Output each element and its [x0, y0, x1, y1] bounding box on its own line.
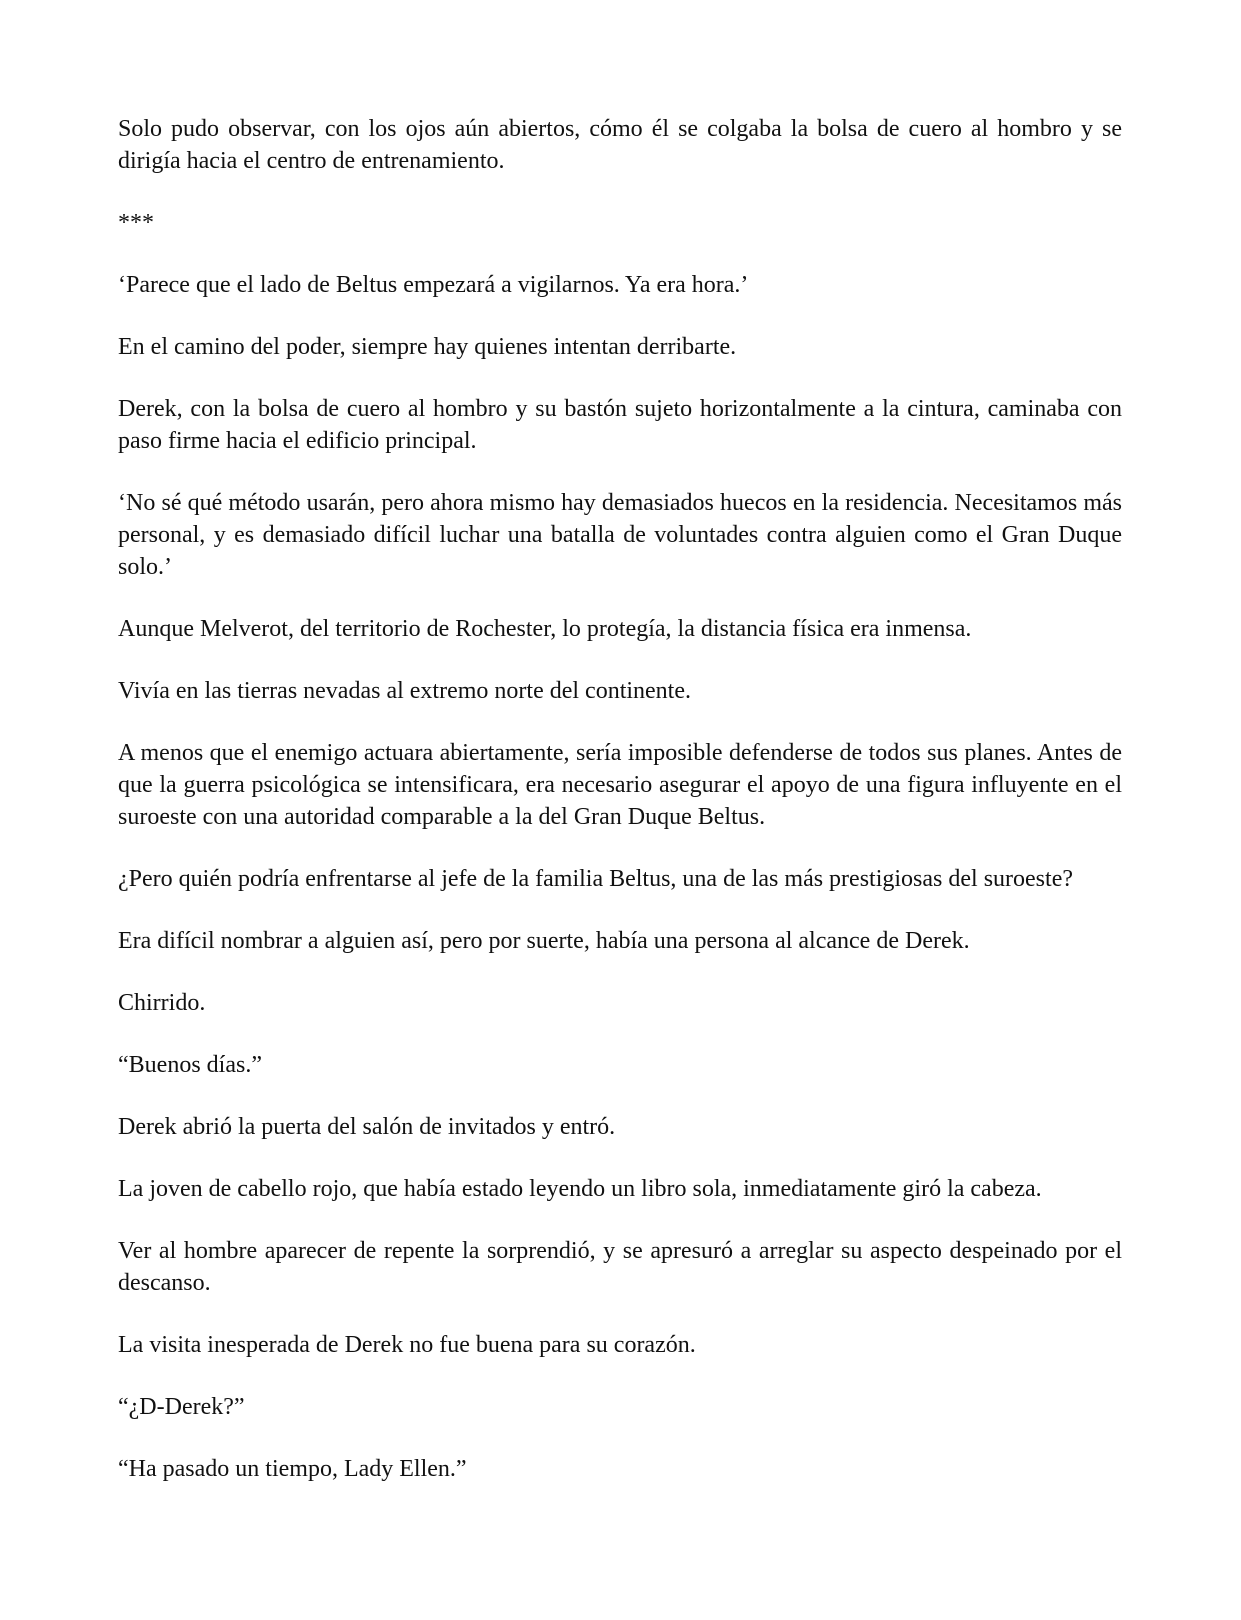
paragraph: “¿D-Derek?”	[118, 1394, 245, 1420]
scene-break: ***	[118, 210, 154, 236]
paragraph: La visita inesperada de Derek no fue buena para su corazón.	[118, 1332, 696, 1358]
document-body	[118, 113, 1122, 1485]
paragraph: En el camino del poder, siempre hay quienes intentan derribarte.	[118, 334, 737, 360]
paragraph: ‘No sé qué método usarán, pero ahora mismo hay demasiados huecos en la residencia. Necesitamos más personal, y es demasiado difícil luchar una batalla de voluntades contra alguien como el Gran Duque solo.’	[118, 490, 1122, 580]
paragraph: ‘Parece que el lado de Beltus empezará a vigilarnos. Ya era hora.’	[118, 272, 749, 298]
paragraph: “Ha pasado un tiempo, Lady Ellen.”	[118, 1456, 467, 1482]
paragraph: Derek, con la bolsa de cuero al hombro y su bastón sujeto horizontalmente a la cintura, caminaba con paso firme hacia el edificio principal.	[118, 396, 1122, 454]
paragraph: Derek abrió la puerta del salón de invitados y entró.	[118, 1114, 616, 1140]
paragraph: Aunque Melverot, del territorio de Rochester, lo protegía, la distancia física era inmensa.	[118, 616, 972, 642]
paragraph: Vivía en las tierras nevadas al extremo norte del continente.	[118, 678, 691, 704]
paragraph: La joven de cabello rojo, que había estado leyendo un libro sola, inmediatamente giró la cabeza.	[118, 1176, 1042, 1202]
paragraph: Era difícil nombrar a alguien así, pero por suerte, había una persona al alcance de Derek.	[118, 928, 970, 954]
paragraph: A menos que el enemigo actuara abiertamente, sería imposible defenderse de todos sus planes. Antes de que la guerra psicológica se intensificara, era necesario asegurar el apoyo de una figura influyente en el suroeste con una autoridad comparable a la del Gran Duque Beltus.	[118, 740, 1122, 830]
paragraph: Ver al hombre aparecer de repente la sorprendió, y se apresuró a arreglar su aspecto despeinado por el descanso.	[118, 1238, 1122, 1296]
paragraph: Chirrido.	[118, 990, 206, 1016]
paragraph: ¿Pero quién podría enfrentarse al jefe de la familia Beltus, una de las más prestigiosas del suroeste?	[118, 866, 1073, 892]
paragraph: “Buenos días.”	[118, 1052, 262, 1078]
paragraph: Solo pudo observar, con los ojos aún abiertos, cómo él se colgaba la bolsa de cuero al hombro y se dirigía hacia el centro de entrenamiento.	[118, 116, 1122, 174]
